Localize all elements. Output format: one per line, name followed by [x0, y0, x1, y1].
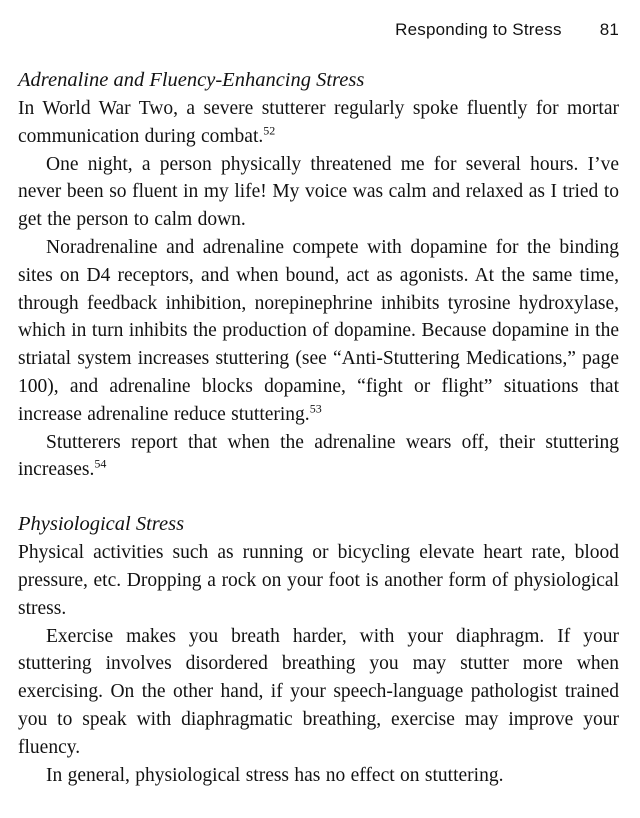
paragraph-text: One night, a person physically threatened me for several hours. I’ve never been so fluent in my life! My voice was calm and relaxed as I tried to get the person to calm down.: [18, 153, 619, 231]
paragraph-text: In World War Two, a severe stutterer regularly spoke fluently for mortar communication during combat.: [18, 98, 619, 147]
paragraph-text: Exercise makes you breath harder, with your diaphragm. If your stuttering involves disordered breathing you may stutter more when exercising. On the other hand, if your speech-language pathologist trained you to speak with diaphragmatic breathing, exercise may improve your fluency.: [18, 625, 619, 758]
paragraph: [18, 762, 619, 790]
section-heading: Physiological Stress: [18, 513, 185, 536]
paragraph-text: Physical activities such as running or bicycling elevate heart rate, blood pressure, etc. Dropping a rock on your foot is another form of physiological stress.: [18, 542, 619, 619]
paragraph: [18, 429, 619, 485]
paragraph-text: In general, physiological stress has no effect on stuttering.: [46, 764, 504, 786]
paragraph-text: Stutterers report that when the adrenaline wears off, their stuttering increases.: [18, 431, 619, 481]
paragraph: [18, 623, 619, 762]
section-physiological: [18, 510, 619, 789]
footnote-ref: 53: [309, 401, 322, 416]
page-number: 81: [599, 20, 619, 39]
paragraph-text: Noradrenaline and adrenaline compete with dopamine for the binding sites on D4 receptors, and when bound, act as agonists. At the same time, through feedback inhibition, norepinephrine inhibits tyrosine hydroxylase, which in turn inhibits the production of dopamine. Because dopamine in the striatal system increases stuttering (see “Anti-Stuttering Medications,” page 100), and adrenaline blocks dopamine, “fight or flight” situations that increase adrenaline reduce stuttering.: [18, 236, 619, 425]
paragraph: [18, 95, 619, 151]
paragraph: [18, 151, 619, 234]
section-adrenaline: [18, 66, 619, 484]
paragraph: [18, 234, 619, 429]
footnote-ref: 52: [263, 123, 276, 138]
section-heading: Adrenaline and Fluency-Enhancing Stress: [18, 69, 365, 91]
running-header: [18, 20, 619, 40]
paragraph: [18, 539, 619, 622]
running-title: Responding to Stress: [395, 20, 562, 39]
footnote-ref: 54: [94, 456, 107, 471]
